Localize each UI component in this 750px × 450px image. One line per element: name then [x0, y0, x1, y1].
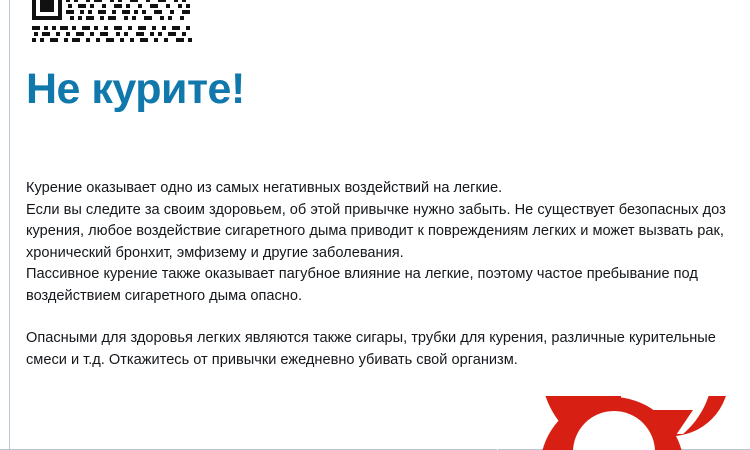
qr-code-icon — [28, 0, 192, 44]
paragraph-3: Пассивное курение также оказывает пагубное влияние на легкие, поэтому частое пребывание под воздействием сигаретного дыма опасно. — [26, 266, 698, 304]
page-title: Не курите! — [26, 65, 245, 113]
panel-divider — [497, 396, 498, 450]
paragraph-4: Опасными для здоровья легких являются также сигары, трубки для курения, различные курительные смеси и т.д. Откажитесь от привычки ежедневно убивать свой организм. — [26, 330, 716, 368]
left-margin-rule — [9, 0, 10, 450]
paragraph-2: Если вы следите за своим здоровьем, об этой привычке нужно забыть. Не существует безопасных доз курения, любое воздействие сигаретного дыма приводит к повреждениям легких и может вызвать рак, хронический бронхит, эмфизему и другие заболевания. — [26, 201, 726, 261]
paragraph-1: Курение оказывает одно из самых негативных воздействий на легкие. — [26, 180, 503, 196]
red-circular-arrow-icon — [497, 396, 727, 450]
article-body — [26, 178, 726, 371]
